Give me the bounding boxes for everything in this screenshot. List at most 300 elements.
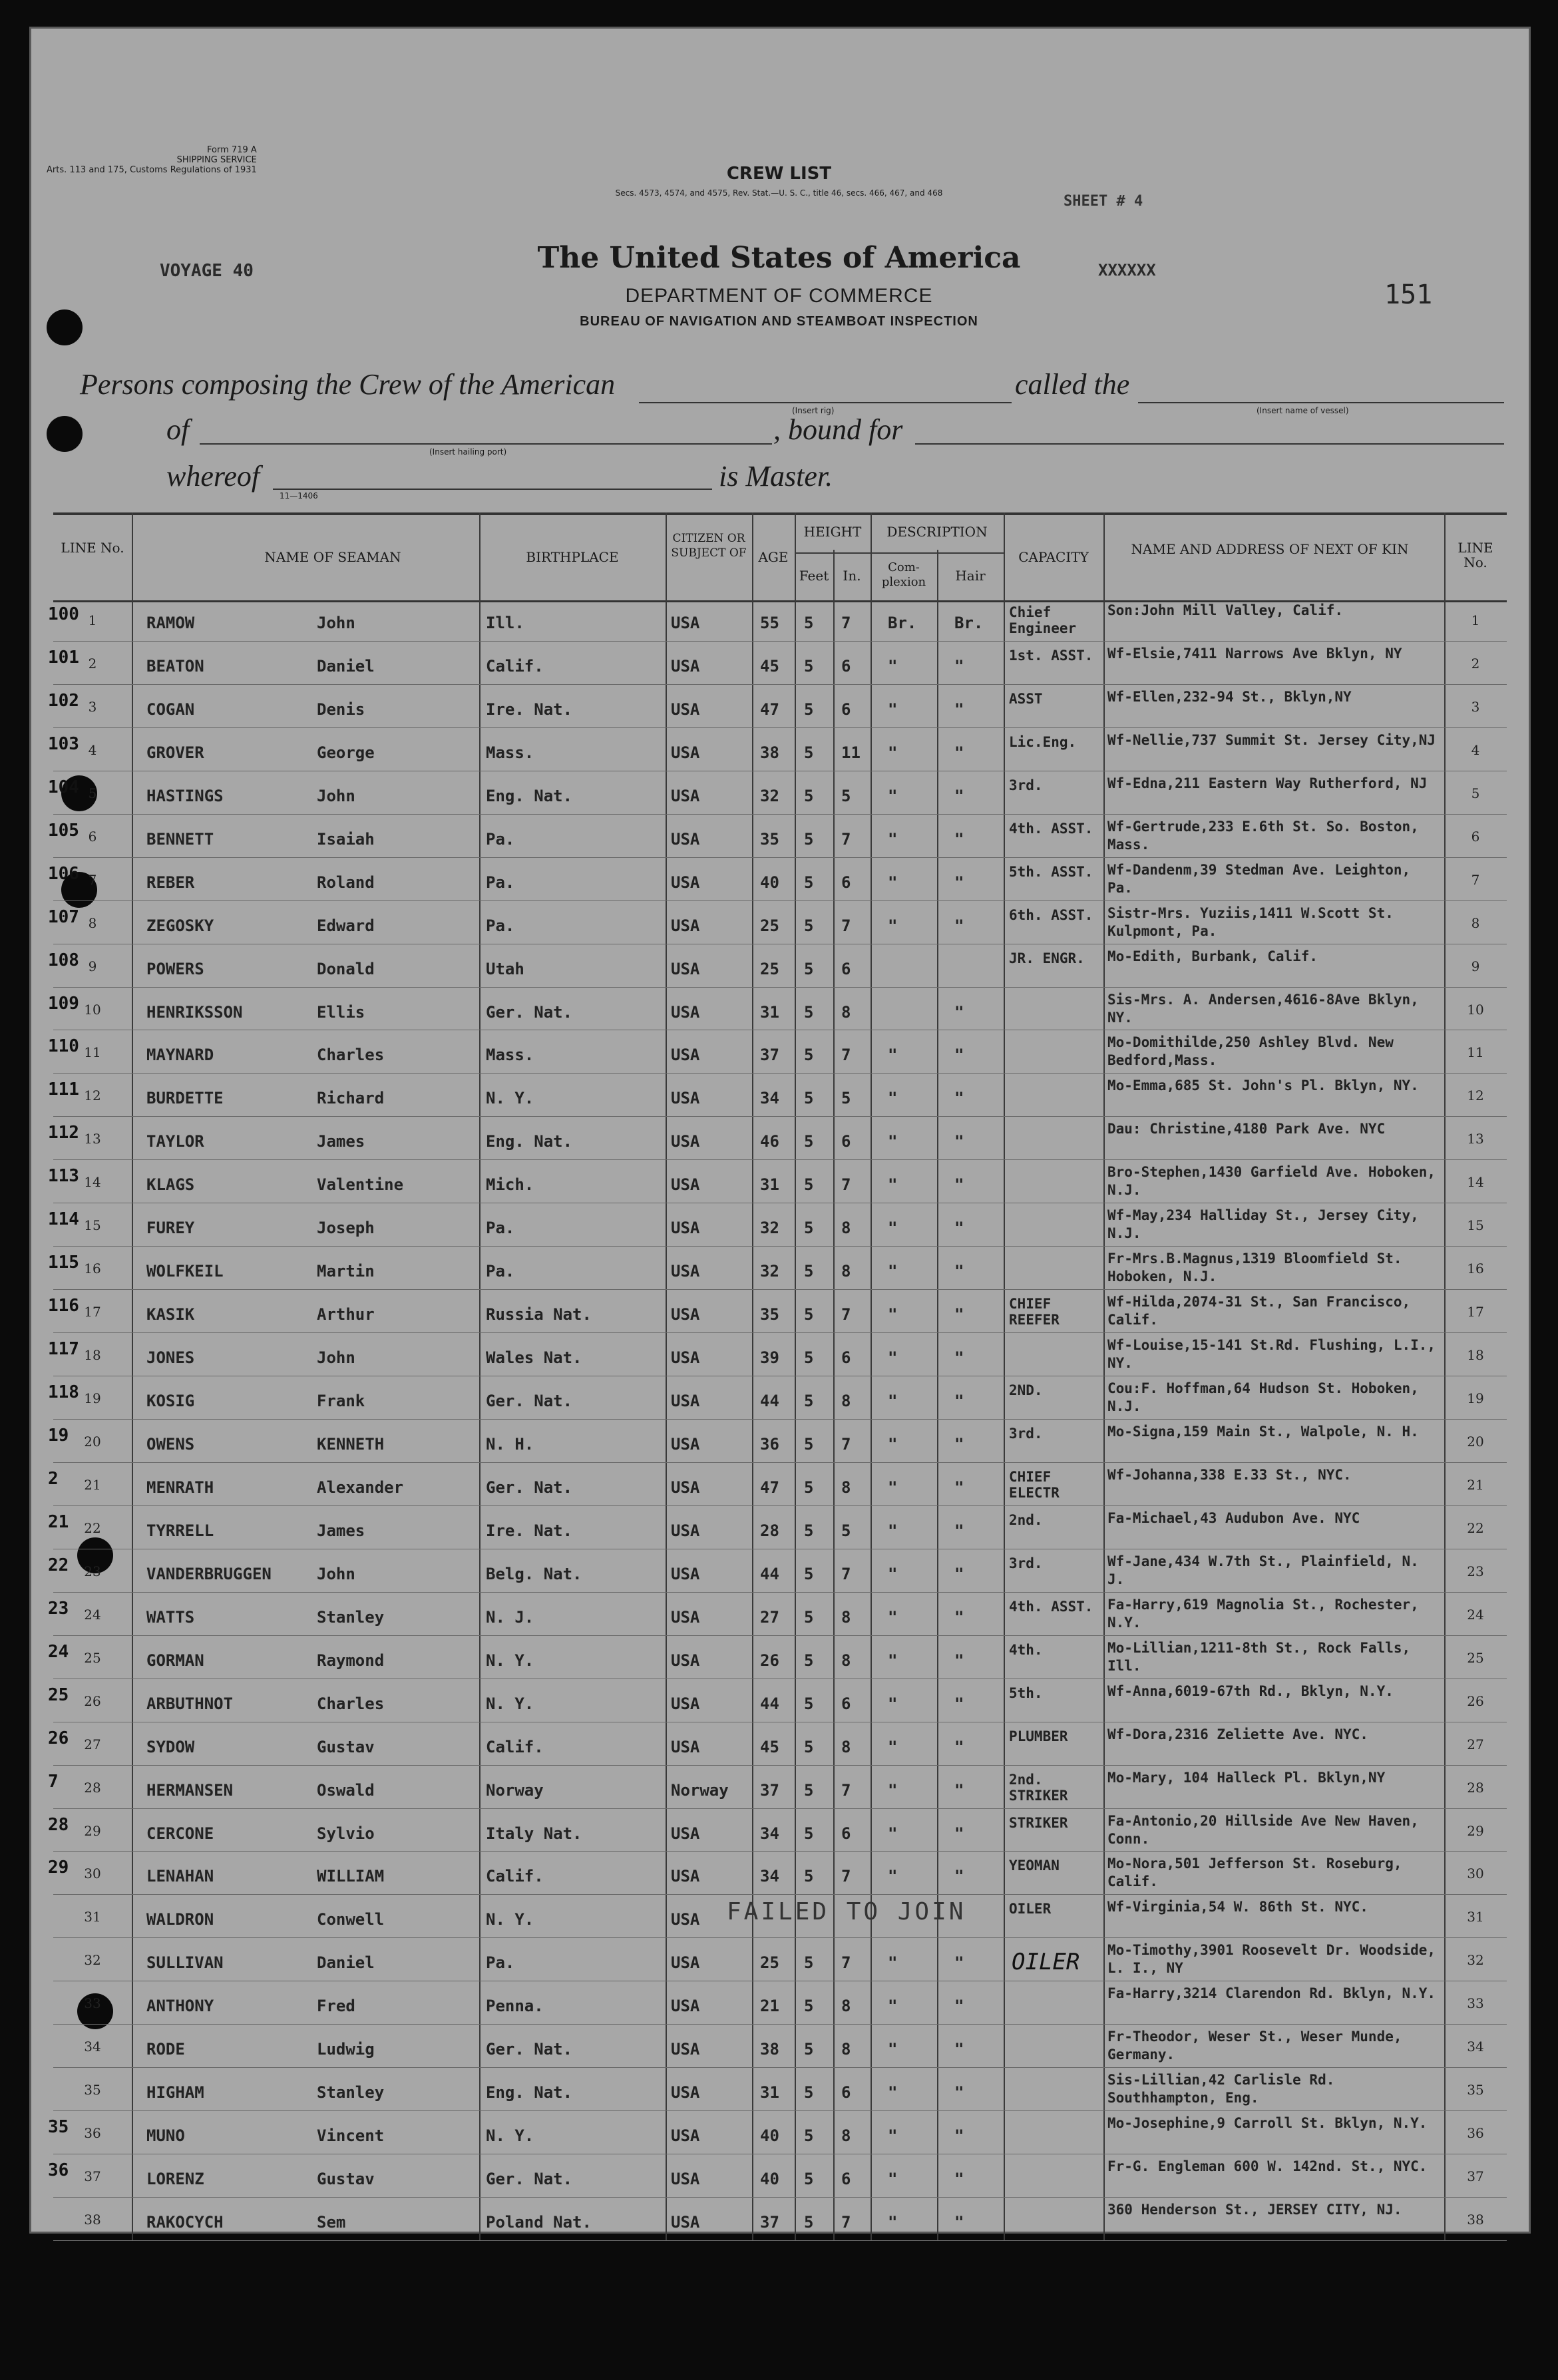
given-name: Vincent xyxy=(317,2126,385,2146)
capacity: 5th. ASST. xyxy=(1009,863,1093,880)
height-inches: 8 xyxy=(841,1002,851,1022)
capacity: 2nd. STRIKER xyxy=(1009,1771,1068,1804)
citizenship: USA xyxy=(671,1305,700,1324)
birthplace: Mass. xyxy=(486,743,534,762)
complexion: " xyxy=(888,1651,898,1670)
citizenship: USA xyxy=(671,1867,700,1886)
height-desc-divider xyxy=(795,552,1004,554)
complexion: " xyxy=(888,656,898,676)
line-number-right: 28 xyxy=(1467,1779,1484,1796)
citizenship: USA xyxy=(671,1737,700,1756)
crew-row xyxy=(53,944,1507,988)
line-number-right: 24 xyxy=(1467,1606,1484,1623)
hair: " xyxy=(954,1997,964,2016)
height-feet: 5 xyxy=(804,743,814,762)
birthplace: Italy Nat. xyxy=(486,1824,582,1843)
height-inches: 7 xyxy=(841,1867,851,1886)
given-name: Ludwig xyxy=(317,2040,375,2059)
capacity xyxy=(1009,1116,1102,1165)
next-of-kin: Fa-Michael,43 Audubon Ave. NYC xyxy=(1107,1509,1360,1526)
surname: BEATON xyxy=(146,656,204,676)
next-of-kin: Fr-G. Engleman 600 W. 142nd. St., NYC. xyxy=(1107,2158,1428,2175)
line-number-right: 36 xyxy=(1467,2125,1484,2142)
line-number-right: 8 xyxy=(1471,914,1480,931)
citizenship: USA xyxy=(671,1651,700,1670)
crew-row xyxy=(53,1765,1507,1809)
height-inches: 7 xyxy=(841,614,851,632)
height-inches: 8 xyxy=(841,1219,851,1238)
citizenship: Norway xyxy=(671,1780,729,1800)
age: 25 xyxy=(760,1953,779,1973)
hair: " xyxy=(954,699,964,719)
birthplace: Pa. xyxy=(486,829,515,849)
line-number: 13 xyxy=(84,1131,101,1147)
crew-row xyxy=(53,1937,1507,1981)
height-feet: 5 xyxy=(804,1694,814,1713)
complexion: " xyxy=(888,1780,898,1800)
citizenship: USA xyxy=(671,2213,700,2232)
line-number-right: 38 xyxy=(1467,2212,1484,2228)
age: 40 xyxy=(760,2126,779,2146)
next-of-kin: Wf-Dora,2316 Zeliette Ave. NYC. xyxy=(1107,1726,1368,1742)
complexion: " xyxy=(888,1997,898,2016)
next-of-kin: Wf-Louise,15-141 St.Rd. Flushing, L.I., NY. xyxy=(1107,1337,1436,1372)
country-heading: The United States of America xyxy=(537,241,1021,275)
height-feet: 5 xyxy=(804,2170,814,2189)
complexion: " xyxy=(888,1478,898,1497)
hair: " xyxy=(954,1132,964,1151)
birthplace: Pa. xyxy=(486,1953,515,1973)
citizenship: USA xyxy=(671,1824,700,1843)
line-number: 9 xyxy=(88,958,97,974)
age: 38 xyxy=(760,2040,779,2059)
citizenship: USA xyxy=(671,2083,700,2102)
given-name: Roland xyxy=(317,873,375,892)
height-feet: 5 xyxy=(804,1867,814,1886)
line-number: 10 xyxy=(84,1001,101,1018)
surname: COGAN xyxy=(146,699,195,719)
next-of-kin: 360 Henderson St., JERSEY CITY, NJ. xyxy=(1107,2202,1402,2218)
capacity xyxy=(1009,2197,1102,2246)
line-number-right: 2 xyxy=(1471,655,1480,672)
citizenship: USA xyxy=(671,1046,700,1065)
age: 45 xyxy=(760,656,779,676)
birthplace: N. Y. xyxy=(486,1910,534,1929)
complexion: " xyxy=(888,743,898,762)
next-of-kin: Wf-Gertrude,233 E.6th St. So. Boston, Mass. xyxy=(1107,818,1419,853)
hair: " xyxy=(954,1046,964,1065)
line-number: 17 xyxy=(84,1304,101,1320)
capacity: 3rd. xyxy=(1009,777,1043,793)
birthplace: Pa. xyxy=(486,916,515,935)
col-capacity: CAPACITY xyxy=(1018,549,1089,565)
line-number: 25 xyxy=(84,1649,101,1666)
col-description: DESCRIPTION xyxy=(886,524,988,540)
hair: " xyxy=(954,1737,964,1756)
next-of-kin: Mo-Timothy,3901 Roosevelt Dr. Woodside, L. I., NY xyxy=(1107,1942,1436,1977)
height-feet: 5 xyxy=(804,829,814,849)
surname: MENRATH xyxy=(146,1478,214,1497)
complexion: " xyxy=(888,829,898,849)
page-number: 151 xyxy=(1384,280,1433,310)
given-name: KENNETH xyxy=(317,1435,385,1454)
capacity: STRIKER xyxy=(1009,1814,1068,1831)
line-number-right: 17 xyxy=(1467,1304,1484,1320)
capacity: 2ND. xyxy=(1009,1382,1043,1399)
crew-row xyxy=(53,814,1507,858)
given-name: George xyxy=(317,743,375,762)
bureau-heading: BUREAU OF NAVIGATION AND STEAMBOAT INSPECTION xyxy=(580,314,978,329)
line-number: 22 xyxy=(84,1519,101,1536)
line-number-right: 21 xyxy=(1467,1476,1484,1493)
capacity: 4th. xyxy=(1009,1641,1043,1658)
margin-number: 115 xyxy=(48,1253,79,1273)
surname: RODE xyxy=(146,2040,185,2059)
hair: " xyxy=(954,656,964,676)
capacity xyxy=(1009,987,1102,1036)
line-number-right: 9 xyxy=(1471,958,1480,974)
failed-to-join-stamp: FAILED TO JOIN xyxy=(727,1898,966,1925)
height-feet: 5 xyxy=(804,786,814,805)
height-inches: 6 xyxy=(841,1694,851,1713)
height-feet: 5 xyxy=(804,1089,814,1108)
line-number-right: 18 xyxy=(1467,1347,1484,1364)
crew-row xyxy=(53,1549,1507,1593)
height-feet: 5 xyxy=(804,873,814,892)
preamble-line1-b: called the xyxy=(1015,368,1130,401)
hair: " xyxy=(954,2213,964,2232)
margin-number: 29 xyxy=(48,1858,69,1878)
citizenship: USA xyxy=(671,1997,700,2016)
line-number: 20 xyxy=(84,1434,101,1450)
height-inches: 6 xyxy=(841,873,851,892)
birthplace: Eng. Nat. xyxy=(486,2083,573,2102)
surname: HERMANSEN xyxy=(146,1780,234,1800)
margin-number: 23 xyxy=(48,1598,69,1619)
line-number-right: 37 xyxy=(1467,2168,1484,2185)
birthplace: Penna. xyxy=(486,1997,544,2016)
margin-number: 112 xyxy=(48,1123,79,1143)
given-name: James xyxy=(317,1521,365,1540)
birthplace: Wales Nat. xyxy=(486,1348,582,1368)
surname: RAKOCYCH xyxy=(146,2213,224,2232)
next-of-kin: Wf-Edna,211 Eastern Way Rutherford, NJ xyxy=(1107,775,1428,791)
height-inches: 11 xyxy=(841,743,861,762)
given-name: James xyxy=(317,1132,365,1151)
col-line-no-right: LINE No. xyxy=(1458,540,1493,570)
complexion: " xyxy=(888,1953,898,1973)
citizenship: USA xyxy=(671,1392,700,1411)
hair: " xyxy=(954,2040,964,2059)
surname: SULLIVAN xyxy=(146,1953,224,1973)
preamble-line2-a: of xyxy=(166,413,190,446)
age: 45 xyxy=(760,1737,779,1756)
line-number: 18 xyxy=(84,1347,101,1364)
given-name: Stanley xyxy=(317,2083,385,2102)
complexion: " xyxy=(888,1348,898,1368)
next-of-kin: Wf-Johanna,338 E.33 St., NYC. xyxy=(1107,1466,1352,1483)
hair: " xyxy=(954,1478,964,1497)
birthplace: Ire. Nat. xyxy=(486,699,573,719)
capacity xyxy=(1009,2024,1102,2073)
preamble-line3-a: whereof xyxy=(166,460,260,493)
surname: JONES xyxy=(146,1348,195,1368)
birthplace: Ill. xyxy=(486,614,524,632)
surname: WOLFKEIL xyxy=(146,1262,224,1281)
birthplace: Ger. Nat. xyxy=(486,1392,573,1411)
hair: " xyxy=(954,2126,964,2146)
complexion: " xyxy=(888,873,898,892)
hair: " xyxy=(954,1607,964,1627)
birthplace: N. J. xyxy=(486,1607,534,1627)
height-inches: 8 xyxy=(841,1737,851,1756)
age: 25 xyxy=(760,916,779,935)
col-next-of-kin: NAME AND ADDRESS OF NEXT OF KIN xyxy=(1131,541,1409,557)
margin-number: 107 xyxy=(48,906,79,927)
crew-row xyxy=(53,684,1507,728)
age: 26 xyxy=(760,1651,779,1670)
capacity xyxy=(1009,1981,1102,2030)
line-number-right: 27 xyxy=(1467,1736,1484,1752)
birthplace: Russia Nat. xyxy=(486,1305,592,1324)
surname: FUREY xyxy=(146,1219,195,1238)
capacity: CHIEF REEFER xyxy=(1009,1296,1060,1328)
age: 55 xyxy=(760,614,779,632)
height-feet: 5 xyxy=(804,2126,814,2146)
age: 40 xyxy=(760,2170,779,2189)
hair: " xyxy=(954,2083,964,2102)
next-of-kin: Mo-Edith, Burbank, Calif. xyxy=(1107,948,1318,964)
next-of-kin: Fa-Harry,3214 Clarendon Rd. Bklyn, N.Y. xyxy=(1107,1985,1436,2002)
complexion: " xyxy=(888,1305,898,1324)
line-number-right: 23 xyxy=(1467,1563,1484,1579)
next-of-kin: Fr-Theodor, Weser St., Weser Munde, Germany. xyxy=(1107,2029,1402,2063)
citizenship: USA xyxy=(671,1694,700,1713)
complexion: " xyxy=(888,786,898,805)
hair: " xyxy=(954,1435,964,1454)
height-feet: 5 xyxy=(804,1175,814,1195)
crew-row xyxy=(53,1246,1507,1290)
surname: MAYNARD xyxy=(146,1046,214,1065)
height-feet: 5 xyxy=(804,1348,814,1368)
surname: LENAHAN xyxy=(146,1867,214,1886)
crew-row xyxy=(53,1635,1507,1679)
line-number-right: 4 xyxy=(1471,741,1480,758)
citizenship: USA xyxy=(671,829,700,849)
height-inches: 8 xyxy=(841,2040,851,2059)
citizenship: USA xyxy=(671,2126,700,2146)
birthplace: Ire. Nat. xyxy=(486,1521,573,1540)
crew-row xyxy=(53,1116,1507,1160)
margin-number: 19 xyxy=(48,1426,69,1446)
height-feet: 5 xyxy=(804,916,814,935)
hair: " xyxy=(954,1305,964,1324)
capacity xyxy=(1009,1073,1102,1122)
height-inches: 7 xyxy=(841,1564,851,1583)
line-number-right: 10 xyxy=(1467,1001,1484,1018)
crew-row xyxy=(53,771,1507,815)
height-inches: 8 xyxy=(841,1392,851,1411)
margin-number: 26 xyxy=(48,1728,69,1748)
line-number: 21 xyxy=(84,1476,101,1493)
col-hair: Hair xyxy=(955,568,986,584)
hair: " xyxy=(954,1867,964,1886)
height-feet: 5 xyxy=(804,1824,814,1843)
line-number-right: 33 xyxy=(1467,1995,1484,2012)
complexion: " xyxy=(888,1219,898,1238)
height-inches: 8 xyxy=(841,1478,851,1497)
surname: WALDRON xyxy=(146,1910,214,1929)
citizenship: USA xyxy=(671,1564,700,1583)
capacity: ASST xyxy=(1009,690,1043,707)
age: 47 xyxy=(760,1478,779,1497)
line-number: 15 xyxy=(84,1217,101,1234)
line-number: 34 xyxy=(84,2039,101,2055)
age: 31 xyxy=(760,1002,779,1022)
next-of-kin: Fr-Mrs.B.Magnus,1319 Bloomfield St. Hoboken, N.J. xyxy=(1107,1251,1402,1285)
margin-number: 102 xyxy=(48,690,79,711)
line-number-right: 3 xyxy=(1471,698,1480,715)
surname: REBER xyxy=(146,873,195,892)
height-feet: 5 xyxy=(804,1002,814,1022)
height-feet: 5 xyxy=(804,1262,814,1281)
height-feet: 5 xyxy=(804,614,814,632)
surname: WATTS xyxy=(146,1607,195,1627)
capacity: 5th. xyxy=(1009,1685,1043,1701)
height-inches: 8 xyxy=(841,2126,851,2146)
crew-row xyxy=(53,900,1507,944)
line-number-right: 1 xyxy=(1471,612,1480,628)
hair: " xyxy=(954,1219,964,1238)
age: 47 xyxy=(760,699,779,719)
height-inches: 7 xyxy=(841,1435,851,1454)
complexion: " xyxy=(888,1564,898,1583)
vessel-blank xyxy=(1138,402,1504,403)
form-code: 11—1406 xyxy=(280,491,318,500)
age: 28 xyxy=(760,1521,779,1540)
height-feet: 5 xyxy=(804,1607,814,1627)
given-name: Conwell xyxy=(317,1910,385,1929)
height-feet: 5 xyxy=(804,2213,814,2232)
given-name: Isaiah xyxy=(317,829,375,849)
age: 31 xyxy=(760,2083,779,2102)
margin-number: 36 xyxy=(48,2160,69,2181)
height-inches: 6 xyxy=(841,1824,851,1843)
birthplace: Pa. xyxy=(486,1219,515,1238)
complexion: " xyxy=(888,2170,898,2189)
birthplace: N. Y. xyxy=(486,1694,534,1713)
given-name: Charles xyxy=(317,1694,385,1713)
crew-row xyxy=(53,2197,1507,2241)
next-of-kin: Wf-Ellen,232-94 St., Bklyn,NY xyxy=(1107,688,1352,705)
crew-row xyxy=(53,1376,1507,1420)
next-of-kin: Mo-Nora,501 Jefferson St. Roseburg, Calif. xyxy=(1107,1856,1402,1890)
height-feet: 5 xyxy=(804,1435,814,1454)
citizenship: USA xyxy=(671,1607,700,1627)
age: 32 xyxy=(760,1262,779,1281)
given-name: John xyxy=(317,1348,355,1368)
line-number-right: 34 xyxy=(1467,2039,1484,2055)
citizenship: USA xyxy=(671,1953,700,1973)
hair: " xyxy=(954,829,964,849)
height-inches: 7 xyxy=(841,1305,851,1324)
complexion: Br. xyxy=(888,614,917,632)
hair: " xyxy=(954,1780,964,1800)
birthplace: Poland Nat. xyxy=(486,2213,592,2232)
citizenship: USA xyxy=(671,1910,700,1929)
next-of-kin: Sis-Mrs. A. Andersen,4616-8Ave Bklyn, NY. xyxy=(1107,991,1419,1026)
capacity xyxy=(1009,1246,1102,1295)
next-of-kin: Sistr-Mrs. Yuziis,1411 W.Scott St. Kulpmont, Pa. xyxy=(1107,904,1394,939)
line-number: 6 xyxy=(88,828,97,845)
line-number-right: 11 xyxy=(1467,1044,1484,1061)
destination-blank xyxy=(915,443,1504,445)
master-blank xyxy=(273,489,712,490)
age: 32 xyxy=(760,786,779,805)
margin-number: 21 xyxy=(48,1511,69,1532)
line-number-right: 31 xyxy=(1467,1909,1484,1925)
height-feet: 5 xyxy=(804,959,814,978)
given-name: WILLIAM xyxy=(317,1867,385,1886)
capacity: Chief Engineer xyxy=(1009,604,1077,636)
birthplace: N. Y. xyxy=(486,1651,534,1670)
line-number-right: 30 xyxy=(1467,1866,1484,1882)
complexion: " xyxy=(888,2213,898,2232)
capacity xyxy=(1009,2110,1102,2160)
surname: POWERS xyxy=(146,959,204,978)
surname: KOSIG xyxy=(146,1392,195,1411)
height-feet: 5 xyxy=(804,2083,814,2102)
given-name: Frank xyxy=(317,1392,365,1411)
line-number: 30 xyxy=(84,1866,101,1882)
preamble-line1-a: Persons composing the Crew of the American xyxy=(80,368,616,401)
next-of-kin: Wf-Nellie,737 Summit St. Jersey City,NJ xyxy=(1107,731,1436,748)
margin-number: 116 xyxy=(48,1296,79,1316)
height-inches: 8 xyxy=(841,1262,851,1281)
line-number: 23 xyxy=(84,1563,101,1579)
citizenship: USA xyxy=(671,2170,700,2189)
surname: ANTHONY xyxy=(146,1997,214,2016)
citizenship: USA xyxy=(671,2040,700,2059)
complexion: " xyxy=(888,2126,898,2146)
line-number-right: 20 xyxy=(1467,1434,1484,1450)
birthplace: Eng. Nat. xyxy=(486,1132,573,1151)
next-of-kin: Mo-Domithilde,250 Ashley Blvd. New Bedford,Mass. xyxy=(1107,1034,1394,1069)
age: 37 xyxy=(760,1046,779,1065)
given-name: Gustav xyxy=(317,2170,375,2189)
height-inches: 8 xyxy=(841,1997,851,2016)
table-header xyxy=(53,512,1507,602)
margin-number: 28 xyxy=(48,1814,69,1835)
birthplace: N. Y. xyxy=(486,2126,534,2146)
given-name: Fred xyxy=(317,1997,355,2016)
age: 39 xyxy=(760,1348,779,1368)
height-feet: 5 xyxy=(804,1780,814,1800)
surname: MUNO xyxy=(146,2126,185,2146)
height-inches: 8 xyxy=(841,1607,851,1627)
birthplace: Ger. Nat. xyxy=(486,1002,573,1022)
complexion: " xyxy=(888,1262,898,1281)
citizenship: USA xyxy=(671,1478,700,1497)
hair: " xyxy=(954,2170,964,2189)
age: 36 xyxy=(760,1435,779,1454)
crew-row xyxy=(53,857,1507,901)
hair: " xyxy=(954,1953,964,1973)
margin-number: 113 xyxy=(48,1166,79,1187)
height-feet: 5 xyxy=(804,1219,814,1238)
line-number: 2 xyxy=(88,655,97,672)
complexion: " xyxy=(888,1435,898,1454)
